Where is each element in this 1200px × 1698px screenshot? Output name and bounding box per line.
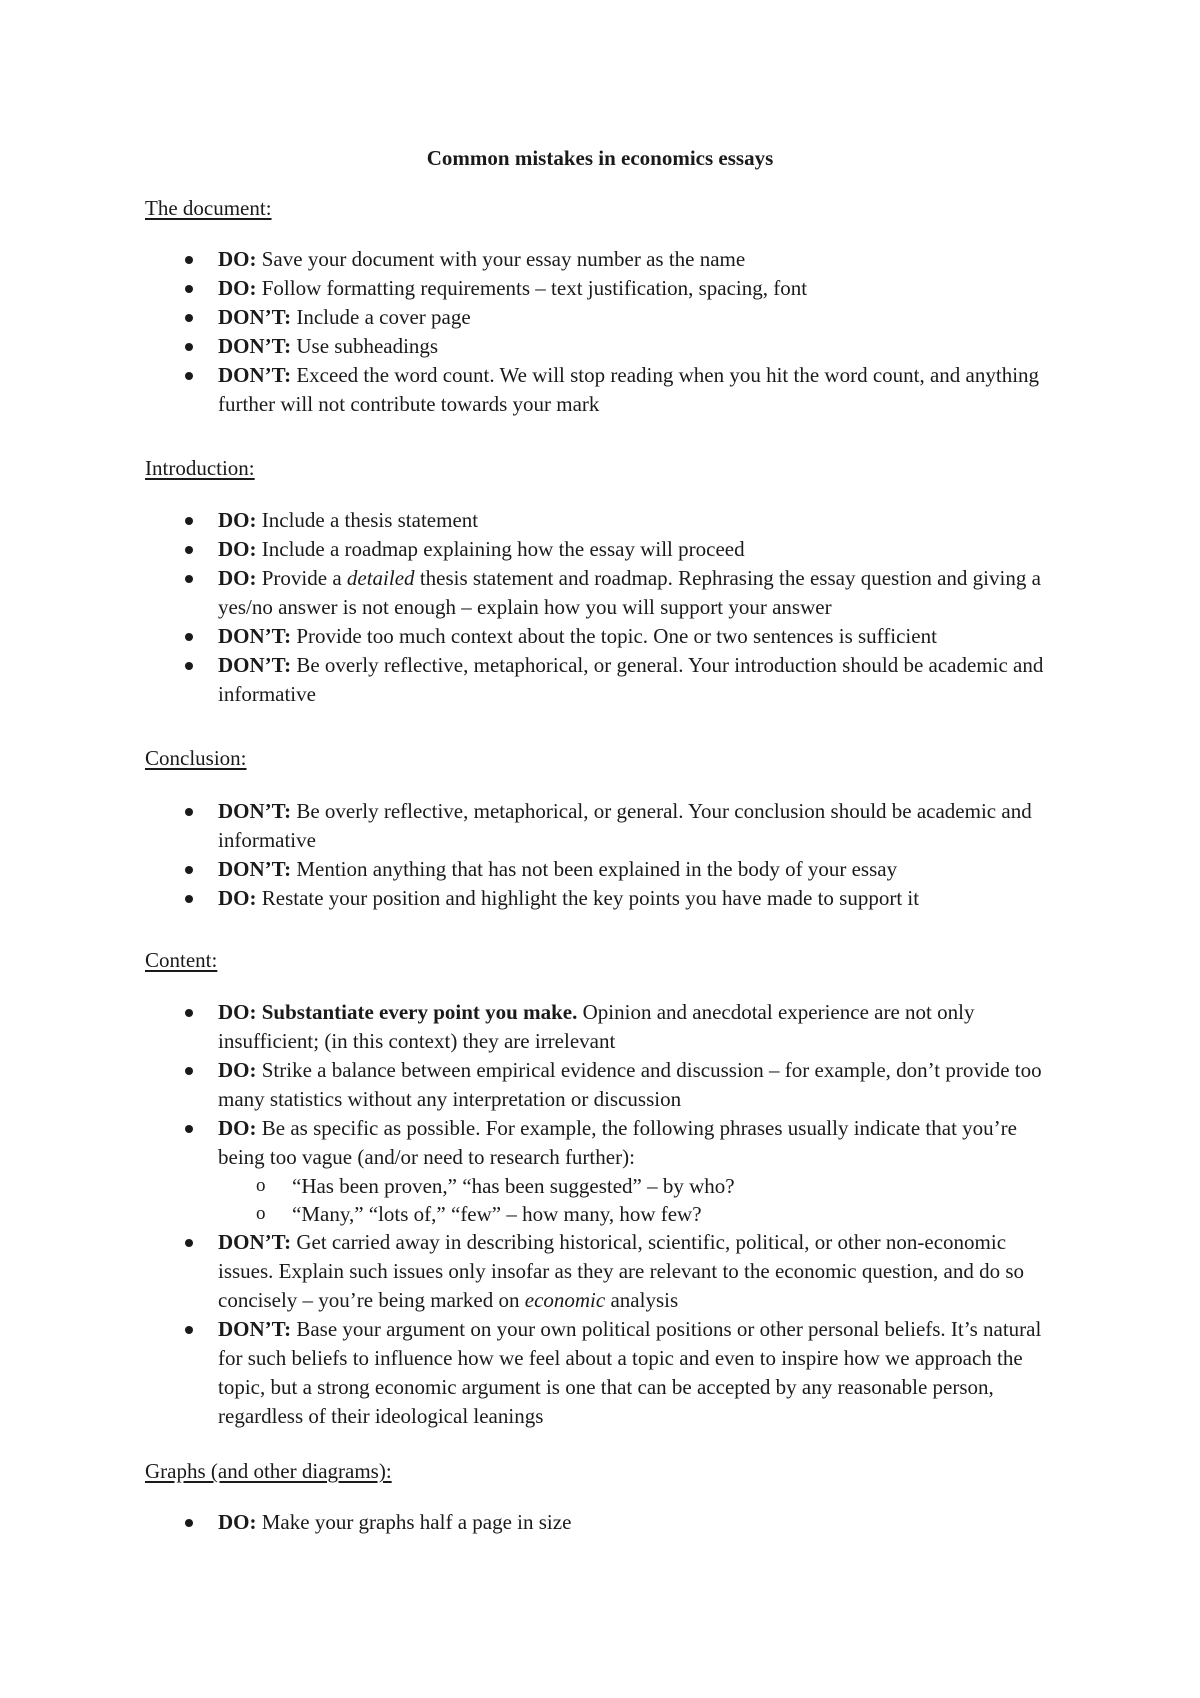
item-text: Use subheadings bbox=[296, 334, 439, 358]
circle-bullet-icon: o bbox=[256, 1203, 266, 1224]
bullet-icon bbox=[185, 314, 193, 322]
item-label: DON’T: bbox=[218, 1230, 292, 1254]
item-label: DON’T: bbox=[218, 334, 292, 358]
bullet-icon bbox=[185, 633, 193, 641]
item-text: Get carried away in describing historical, scientific, political, or other non-economic issues. Explain such issues only insofar as they are relevant to the economic question, and do so concisely – you’re being marked on bbox=[218, 1230, 1024, 1312]
bullet-icon bbox=[185, 1326, 193, 1334]
item-text: Include a roadmap explaining how the essay will proceed bbox=[261, 537, 745, 561]
sub-list bbox=[218, 1172, 1060, 1228]
item-emphasis: economic bbox=[524, 1288, 606, 1312]
item-label: DO: bbox=[218, 1510, 257, 1534]
section-heading-graphs: Graphs (and other diagrams): bbox=[145, 1459, 392, 1483]
item-text: analysis bbox=[610, 1288, 679, 1312]
section-list-graphs bbox=[0, 1508, 1200, 1537]
section-list-content bbox=[0, 998, 1200, 1431]
item-text: Include a thesis statement bbox=[261, 508, 479, 532]
bullet-icon bbox=[185, 343, 193, 351]
item-label: DON’T: bbox=[218, 799, 292, 823]
list-item bbox=[0, 998, 1200, 1056]
bullet-icon bbox=[185, 808, 193, 816]
item-text: Be overly reflective, metaphorical, or general. Your conclusion should be academic and informative bbox=[218, 799, 1032, 852]
item-text: Follow formatting requirements – text justification, spacing, font bbox=[261, 276, 808, 300]
list-item bbox=[0, 797, 1200, 855]
item-text: thesis statement and roadmap. Rephrasing the essay question and giving a yes/no answer is not enough – explain how you will support your answer bbox=[218, 566, 1041, 619]
item-label: DON’T: bbox=[218, 624, 292, 648]
list-item bbox=[0, 884, 1200, 913]
section-heading-content: Content: bbox=[145, 948, 218, 972]
item-label: DO: bbox=[218, 1058, 257, 1082]
bullet-icon bbox=[185, 285, 193, 293]
section-list-document bbox=[0, 245, 1200, 419]
item-text: Be as specific as possible. For example, the following phrases usually indicate that you’re being too vague (and/or need to research further): bbox=[218, 1116, 1017, 1169]
item-label: DO: bbox=[218, 1116, 257, 1140]
list-item bbox=[0, 1315, 1200, 1431]
item-label: DON’T: bbox=[218, 653, 292, 677]
item-emphasis: detailed bbox=[346, 566, 415, 590]
item-label: DO: bbox=[218, 566, 257, 590]
bullet-icon bbox=[185, 1009, 193, 1017]
item-text: Make your graphs half a page in size bbox=[261, 1510, 572, 1534]
item-label: DO: bbox=[218, 247, 257, 271]
bullet-icon bbox=[185, 575, 193, 583]
item-label: DO: bbox=[218, 886, 257, 910]
bullet-icon bbox=[185, 866, 193, 874]
list-item bbox=[0, 1114, 1200, 1228]
item-text: Mention anything that has not been explained in the body of your essay bbox=[296, 857, 898, 881]
item-text: Base your argument on your own political positions or other personal beliefs. It’s natural for such beliefs to influence how we feel about a topic and even to inspire how we approach the topic, but a strong economic argument is one that can be accepted by any reasonable person, regardless of their ideological leanings bbox=[218, 1317, 1042, 1428]
item-label: DO: bbox=[218, 508, 257, 532]
list-item bbox=[0, 1508, 1200, 1537]
item-label: DON’T: bbox=[218, 305, 292, 329]
bullet-icon bbox=[185, 546, 193, 554]
item-label: DO: bbox=[218, 537, 257, 561]
bullet-icon bbox=[185, 517, 193, 525]
list-item bbox=[0, 651, 1200, 709]
list-item bbox=[0, 1056, 1200, 1114]
bullet-icon bbox=[185, 1519, 193, 1527]
item-text: Save your document with your essay number as the name bbox=[261, 247, 746, 271]
item-label: DO: bbox=[218, 276, 257, 300]
circle-bullet-icon: o bbox=[256, 1175, 266, 1196]
item-text: Strike a balance between empirical evidence and discussion – for example, don’t provide too many statistics without any interpretation or discussion bbox=[218, 1058, 1042, 1111]
list-item bbox=[0, 1228, 1200, 1315]
sub-item-text: “Many,” “lots of,” “few” – how many, how few? bbox=[292, 1202, 702, 1226]
list-item bbox=[0, 245, 1200, 274]
list-item bbox=[0, 564, 1200, 622]
section-heading-introduction: Introduction: bbox=[145, 456, 255, 480]
item-text: Include a cover page bbox=[296, 305, 471, 329]
item-bold-text: Substantiate every point you make. bbox=[261, 1000, 578, 1024]
item-label: DO: bbox=[218, 1000, 257, 1024]
bullet-icon bbox=[185, 662, 193, 670]
document-title: Common mistakes in economics essays bbox=[426, 146, 774, 170]
section-list-conclusion bbox=[0, 797, 1200, 913]
item-text: Exceed the word count. We will stop reading when you hit the word count, and anything further will not contribute towards your mark bbox=[218, 363, 1040, 416]
item-label: DON’T: bbox=[218, 857, 292, 881]
item-text: Opinion and anecdotal experience are not only insufficient; (in this context) they are irrelevant bbox=[218, 1000, 975, 1053]
item-label: DON’T: bbox=[218, 363, 292, 387]
bullet-icon bbox=[185, 1239, 193, 1247]
sub-list-item bbox=[218, 1172, 1060, 1200]
list-item bbox=[0, 332, 1200, 361]
bullet-icon bbox=[185, 1125, 193, 1133]
bullet-icon bbox=[185, 895, 193, 903]
list-item bbox=[0, 855, 1200, 884]
item-text: Provide too much context about the topic. One or two sentences is sufficient bbox=[296, 624, 937, 648]
item-label: DON’T: bbox=[218, 1317, 292, 1341]
section-heading-conclusion: Conclusion: bbox=[145, 746, 247, 770]
list-item bbox=[0, 506, 1200, 535]
sub-item-text: “Has been proven,” “has been suggested” – by who? bbox=[292, 1174, 735, 1198]
bullet-icon bbox=[185, 1067, 193, 1075]
item-text: Be overly reflective, metaphorical, or general. Your introduction should be academic and informative bbox=[218, 653, 1044, 706]
sub-list-item bbox=[218, 1200, 1060, 1228]
list-item bbox=[0, 361, 1200, 419]
item-text: Restate your position and highlight the key points you have made to support it bbox=[261, 886, 920, 910]
section-list-introduction bbox=[0, 506, 1200, 709]
item-text: Provide a bbox=[261, 566, 342, 590]
list-item bbox=[0, 535, 1200, 564]
list-item bbox=[0, 303, 1200, 332]
list-item bbox=[0, 274, 1200, 303]
bullet-icon bbox=[185, 372, 193, 380]
section-heading-document: The document: bbox=[145, 196, 272, 220]
list-item bbox=[0, 622, 1200, 651]
bullet-icon bbox=[185, 256, 193, 264]
